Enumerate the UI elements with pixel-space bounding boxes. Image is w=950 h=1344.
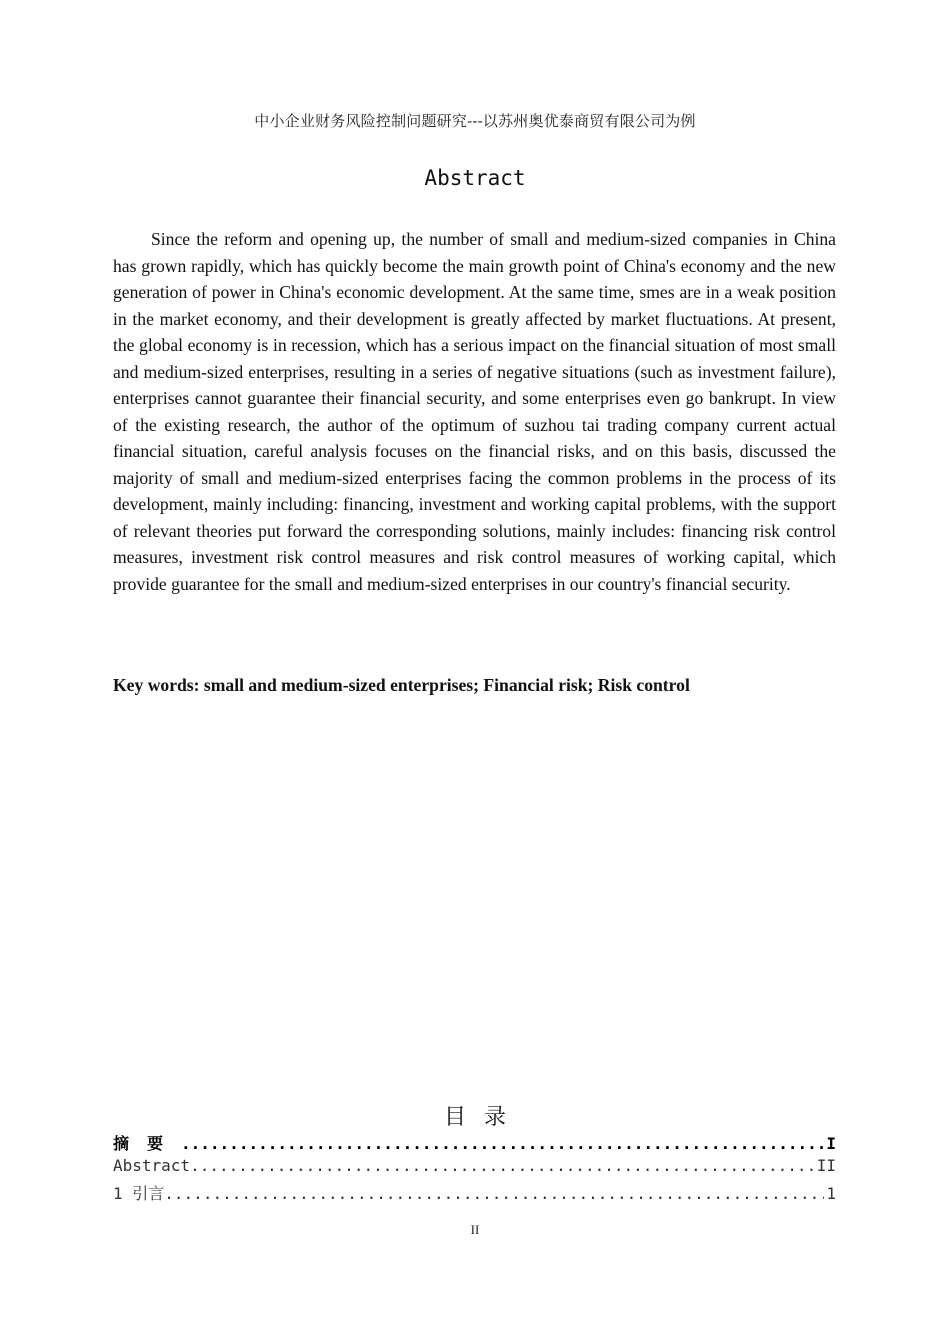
toc-entry-label: 1 引言 (113, 1184, 165, 1203)
toc-leader (164, 1184, 824, 1203)
toc-entry-label: 摘要 (113, 1134, 182, 1153)
table-of-contents (113, 1131, 836, 1206)
abstract-title: Abstract (424, 166, 526, 190)
toc-entry-label: Abstract (113, 1156, 191, 1175)
page-number: II (470, 1222, 480, 1237)
abstract-body: Since the reform and opening up, the number of small and medium-sized companies in China has grown rapidly, which has quickly become the main growth point of China's economy and the new generation of power in China's economic development. At the same time, smes are in a weak position in the market economy, and their development is greatly affected by market fluctuations. At present, the global economy is in recession, which has a serious impact on the financial situation of most small and medium-sized enterprises, resulting in a series of negative situations (such as investment failure), enterprises cannot guarantee their financial security, and some enterprises even go bankrupt. In view of the existing research, the author of the optimum of suzhou tai trading company current actual financial situation, careful analysis focuses on the financial risks, and on this basis, discussed the majority of small and medium-sized enterprises facing the common problems in the process of its development, mainly including: financing, investment and working capital problems, with the support of relevant theories put forward the corresponding solutions, mainly includes: financing risk control measures, investment risk control measures and risk control measures of working capital, which provide guarantee for the small and medium-sized enterprises in our country's financial security. (113, 229, 836, 594)
toc-entry-abstract-cn[interactable] (113, 1131, 836, 1156)
toc-title: 目录 (443, 1105, 524, 1130)
toc-entry-page: II (816, 1156, 836, 1175)
toc-entry-page: I (826, 1134, 836, 1153)
running-header: 中小企业财务风险控制问题研究---以苏州奥优泰商贸有限公司为例 (254, 112, 696, 130)
toc-leader (181, 1134, 824, 1153)
toc-entry-abstract-en[interactable] (113, 1156, 836, 1181)
keywords: Key words: small and medium-sized enterprises; Financial risk; Risk control (113, 675, 690, 695)
toc-leader (190, 1156, 815, 1175)
toc-entry-page: 1 (826, 1184, 836, 1203)
toc-entry-introduction[interactable] (113, 1181, 836, 1206)
